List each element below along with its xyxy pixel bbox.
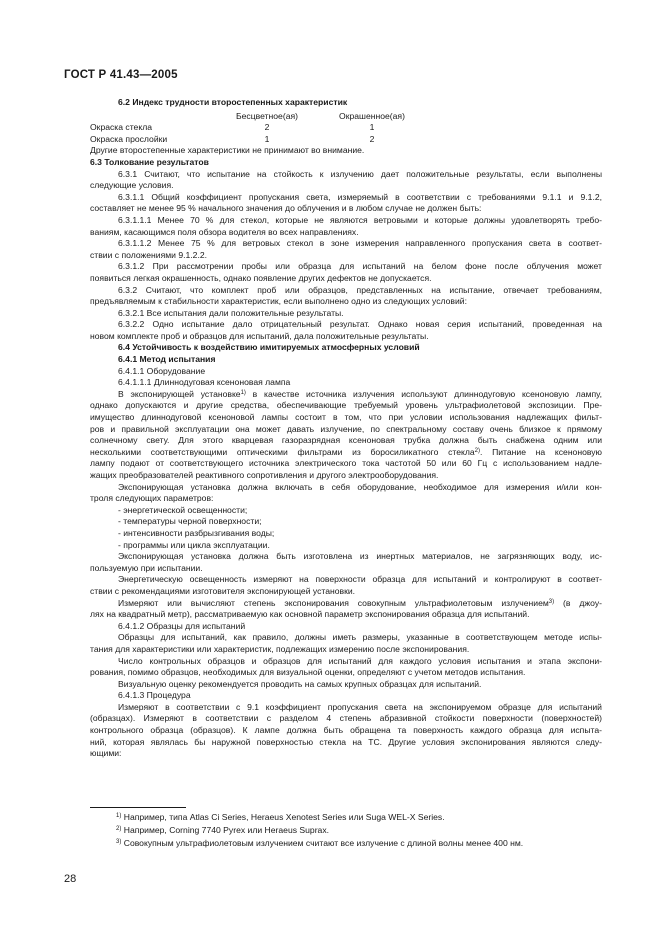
cell-value: 1 [369, 122, 375, 133]
paragraph: следующие условия. [90, 180, 174, 191]
footnote-ref: 2) [474, 447, 480, 454]
list-item: - интенсивности разбрызгивания воды; [118, 527, 275, 538]
cell-value: 2 [264, 122, 270, 133]
paragraph: 6.3.1.1.2 Менее 75 % для ветровых стекол в зоне измерения направленного пропускания света в соответ- [118, 238, 602, 249]
column-colorless: Бесцветное(ая) [236, 110, 298, 121]
paragraph: появиться легкая окрашенность, однако появление других дефектов не допускается. [90, 272, 432, 283]
row-label: Окраска стекла [90, 122, 152, 133]
paragraph: 6.3.1 Считают, что испытание на стойкость к излучению дает положительные результаты, если выполнены [118, 168, 602, 179]
paragraph: 6.3.2.2 Одно испытание дало отрицательный результат. Однако новая серия испытаний, проведенная на [118, 319, 602, 330]
paragraph: контрольного образца (образцов). К лампе должна быть обращена та поверхность каждого образца для испыта- [90, 725, 602, 736]
list-item: - программы или цикла эксплуатации. [118, 539, 270, 550]
paragraph: ствии с положениями 9.1.2.2. [90, 249, 208, 260]
paragraph: пользуемую при испытании. [90, 562, 203, 573]
footnote-ref: 3) [548, 598, 555, 605]
paragraph: Визуальную оценку рекомендуется проводить на самых крупных образцах для испытаний. [118, 678, 482, 689]
subsection-title: 6.4.1.3 Процедура [118, 690, 191, 701]
footnote-ref: 1) [240, 389, 246, 396]
paragraph: ров и правильной эксплуатации она может давать излучение, по спектральному составу очень близкое к прямому [90, 423, 602, 434]
row-label: Окраска прослойки [90, 133, 168, 144]
paragraph: 6.3.1.1 Общий коэффициент пропускания света, измеряемый в соответствии с требованиями 9.1.1 и 9.1.2, [118, 191, 602, 202]
cell-value: 2 [369, 133, 375, 144]
footnote: $^{3)}$ Совокупным ультрафиолетовым излучением считают все излучение с длиной волны менее 400 нм. [116, 838, 524, 848]
footnote: $^{1)}$ Например, типа Atlas Ci Series, Heraeus Xenotest Series или Suga WEL-X Series. [116, 812, 445, 822]
paragraph: жащих преобразователей реактивного сопротивления и другого электрооборудования. [90, 470, 439, 480]
paragraph: Энергетическую освещенность измеряют на поверхности образца для испытаний и контролируют в соответ- [118, 574, 602, 585]
paragraph: однако допускаются и другие средства, обеспечивающие требуемый уровень ультрафиолетовой экспозиции. Пре- [90, 400, 602, 411]
list-item: - температуры черной поверхности; [118, 516, 262, 527]
paragraph: (образцах). Измеряют в соответствии с разделом 4 степень абразивной стойкости поверхности (поверхностей) [90, 713, 602, 724]
paragraph: новом комплекте проб и образцов для испытаний, дала положительные результаты. [90, 330, 429, 341]
table-header-row [90, 111, 602, 123]
paragraph: 6.3.2.1 Все испытания дали положительные результаты. [118, 307, 344, 318]
paragraph: имущество длиннодуговой ксеноновой лампы состоит в том, что при условии использования надлежащих фильт- [90, 412, 602, 423]
table-row [90, 134, 602, 146]
paragraph: троля следующих параметров: [90, 493, 214, 504]
paragraph: 6.3.2 Считают, что комплект проб или образцов, представленных на испытание, отвечает требованиям, [118, 284, 602, 295]
section-6-3-title: 6.3 Толкование результатов [90, 156, 209, 167]
paragraph: В экспонирующей установке$^{1)}$ в качестве источника излучения используют длиннодуговую ксеноновую лампу, [118, 388, 602, 399]
section-6-2-title: 6.2 Индекс трудности второстепенных характеристик [118, 97, 348, 107]
document-header: ГОСТ Р 41.43—2005 [64, 69, 178, 81]
paragraph: рования, помимо образцов, необходимых для визуальной оценки, определяют с учетом методов испытания. [90, 667, 526, 678]
paragraph: тания для характеристики или характеристик, подлежащих измерению после экспонирования. [90, 643, 470, 654]
difficulty-index-table [90, 111, 602, 146]
paragraph: Экспонирующая установка должна быть изготовлена из инертных материалов, не загрязняющих воду, ис- [118, 551, 602, 562]
paragraph: Экспонирующая установка должна включать в себя оборудование, необходимое для измерения и/или кон- [118, 481, 602, 492]
paragraph: составляет не менее 95 % начального значения до облучения и в любом случае не должен быть: [90, 203, 482, 214]
subsection-title: 6.4.1.2 Образцы для испытаний [118, 620, 246, 631]
paragraph: несколькими соответствующими оптическими фильтрами из боросиликатного стекла$^{2)}$. Питание на ксеноновую [90, 446, 602, 457]
subsection-title: 6.4.1.1 Оборудование [118, 365, 206, 376]
document-body [90, 97, 602, 760]
section-6-4-title: 6.4 Устойчивость к воздействию имитируемых атмосферных условий [118, 342, 420, 353]
footnotes [90, 811, 602, 850]
paragraph: Другие второстепенные характеристики не принимают во внимание. [90, 145, 365, 156]
paragraph: ствии с рекомендациями изготовителя экспонирующей установки. [90, 585, 356, 596]
paragraph: предъявляемым к стабильности характеристик, если выполнено одно из следующих условий: [90, 296, 467, 307]
paragraph: лях на квадратный метр), рассматриваемую как основной параметр экспонирования образца для испытаний. [90, 609, 530, 620]
table-row [90, 122, 602, 134]
footnote-divider [90, 807, 186, 808]
paragraph: Число контрольных образцов и образцов для испытаний для каждого условия испытания и этапа экспони- [118, 655, 602, 666]
paragraph: солнечному свету. Для этого кварцевая газоразрядная ксеноновая трубка должна быть снабжена одним или [90, 435, 602, 446]
paragraph: Образцы для испытаний, как правило, должны иметь размеры, указанные в соответствующем методе испы- [118, 632, 602, 643]
paragraph: ющими: [90, 748, 122, 759]
footnote: $^{2)}$ Например, Corning 7740 Pyrex или Heraeus Suprax. [116, 825, 330, 835]
paragraph: 6.3.1.1.1 Менее 70 % для стекол, которые не являются ветровыми и которые должны удовлетворять требо- [118, 214, 602, 225]
paragraph: ний, которая являлась бы наружной поверхностью стекла на ТС. Другие условия экспонирования являются следу- [90, 736, 602, 747]
paragraph: ваниям, касающимся поля обзора водителя во всех направлениях. [90, 226, 359, 237]
paragraph: Измеряют или вычисляют степень экспонирования совокупным ультрафиолетовым излучением$^{3)}$ (в джоу- [118, 597, 602, 608]
page-number: 28 [64, 873, 77, 885]
paragraph: лампу подают от соответствующего источника электрического тока частотой 50 или 60 Гц с использованием надле- [90, 458, 602, 469]
column-tinted: Окрашенное(ая) [339, 110, 405, 121]
paragraph: 6.3.1.2 При рассмотрении пробы или образца для испытаний на белом фоне после облучения может [118, 261, 602, 272]
list-item: - энергетической освещенности; [118, 504, 248, 515]
subsection-title: 6.4.1.1.1 Длиннодуговая ксеноновая лампа [118, 377, 291, 388]
paragraph: Измеряют в соответствии с 9.1 коэффициент пропускания света на экспонируемом образце для испытаний [118, 701, 602, 712]
cell-value: 1 [264, 133, 270, 144]
section-6-4-1-title: 6.4.1 Метод испытания [118, 354, 216, 365]
